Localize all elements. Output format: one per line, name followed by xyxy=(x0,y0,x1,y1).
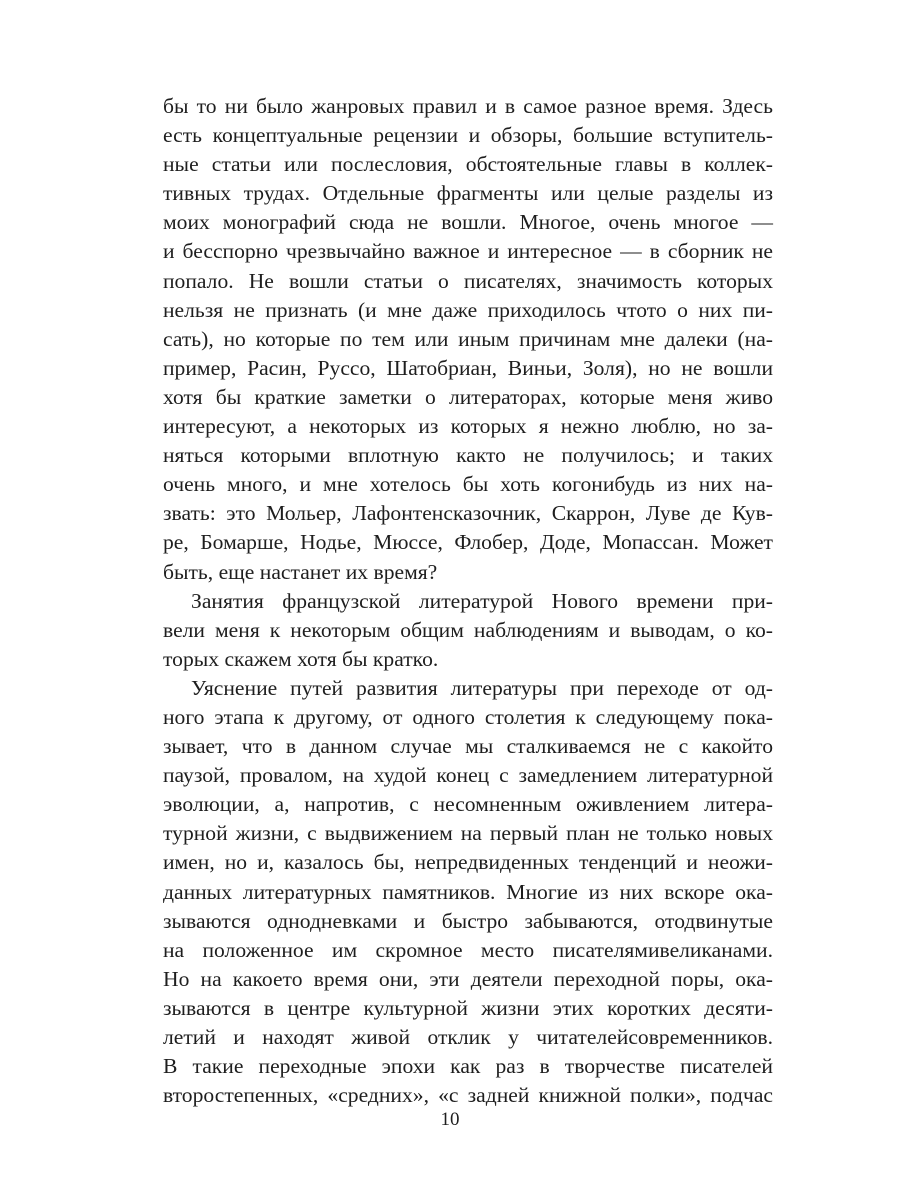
text-line: Но на какоето время они, эти деятели переходной поры, ока- xyxy=(163,966,773,991)
page-number: 10 xyxy=(440,1109,460,1130)
page-body xyxy=(163,92,773,1110)
text-line: Уяснение путей развития литературы при переходе от од- xyxy=(191,675,773,700)
text-line: второстепенных, «средних», «с задней книжной полки», подчас xyxy=(163,1083,773,1108)
text-line: зываются в центре культурной жизни этих коротких десяти- xyxy=(163,995,773,1020)
text-line: и бесспорно чрезвычайно важное и интересное — в сборник не xyxy=(163,239,773,264)
text-line: сать), но которые по тем или иным причинам мне далеки (на- xyxy=(163,326,773,351)
text-line: пример, Расин, Руссо, Шатобриан, Виньи, Золя), но не вошли xyxy=(163,355,773,380)
text-line: зывает, что в данном случае мы сталкиваемся не с какойто xyxy=(163,734,773,759)
text-line: нельзя не признать (и мне даже приходилось чтото о них пи- xyxy=(163,297,773,322)
paragraph-1 xyxy=(163,92,773,587)
text-line: тивных трудах. Отдельные фрагменты или целые разделы из xyxy=(163,181,773,206)
text-line: моих монографий сюда не вошли. Многое, очень многое — xyxy=(163,210,773,235)
text-line: бы то ни было жанровых правил и в самое разное время. Здесь xyxy=(163,94,773,118)
paragraph-2 xyxy=(163,587,773,674)
text-line: на положенное им скромное место писателямивеликанами. xyxy=(163,937,773,962)
text-line: звать: это Мольер, Лафонтенсказочник, Скаррон, Луве де Кув- xyxy=(163,501,773,526)
text-line: очень много, и мне хотелось бы хоть когонибудь из них на- xyxy=(163,472,773,497)
text-line: вели меня к некоторым общим наблюдениям и выводам, о ко- xyxy=(163,617,773,642)
text-line: имен, но и, казалось бы, непредвиденных тенденций и неожи- xyxy=(163,850,773,875)
paragraph-3 xyxy=(163,674,773,1110)
text-line: В такие переходные эпохи как раз в творчестве писателей xyxy=(163,1054,773,1079)
text-line: быть, еще настанет их время? xyxy=(163,559,438,584)
text-line: торых скажем хотя бы кратко. xyxy=(163,646,439,671)
text-line: есть концептуальные рецензии и обзоры, большие вступитель- xyxy=(163,123,773,148)
text-line: ного этапа к другому, от одного столетия к следующему пока- xyxy=(163,704,773,729)
text-line: хотя бы краткие заметки о литераторах, которые меня живо xyxy=(163,384,773,409)
text-line: няться которыми вплотную както не получилось; и таких xyxy=(163,443,773,468)
text-line: зываются однодневками и быстро забываются, отодвинутые xyxy=(163,908,773,933)
text-line: ре, Бомарше, Нодье, Мюссе, Флобер, Доде, Мопассан. Может xyxy=(163,530,773,555)
text-line: паузой, провалом, на худой конец с замедлением литературной xyxy=(163,763,773,788)
text-line: ные статьи или послесловия, обстоятельные главы в коллек- xyxy=(163,152,773,177)
text-line: Занятия французской литературой Нового времени при- xyxy=(191,588,773,613)
text-line: турной жизни, с выдвижением на первый план не только новых xyxy=(163,821,773,846)
text-line: попало. Не вошли статьи о писателях, значимость которых xyxy=(163,268,773,293)
text-line: интересуют, а некоторых из которых я нежно люблю, но за- xyxy=(163,414,773,439)
text-line: данных литературных памятников. Многие из них вскоре ока- xyxy=(163,879,773,904)
text-line: эволюции, а, напротив, с несомненным оживлением литера- xyxy=(163,792,773,817)
text-line: летий и находят живой отклик у читателейсовременников. xyxy=(163,1025,773,1049)
